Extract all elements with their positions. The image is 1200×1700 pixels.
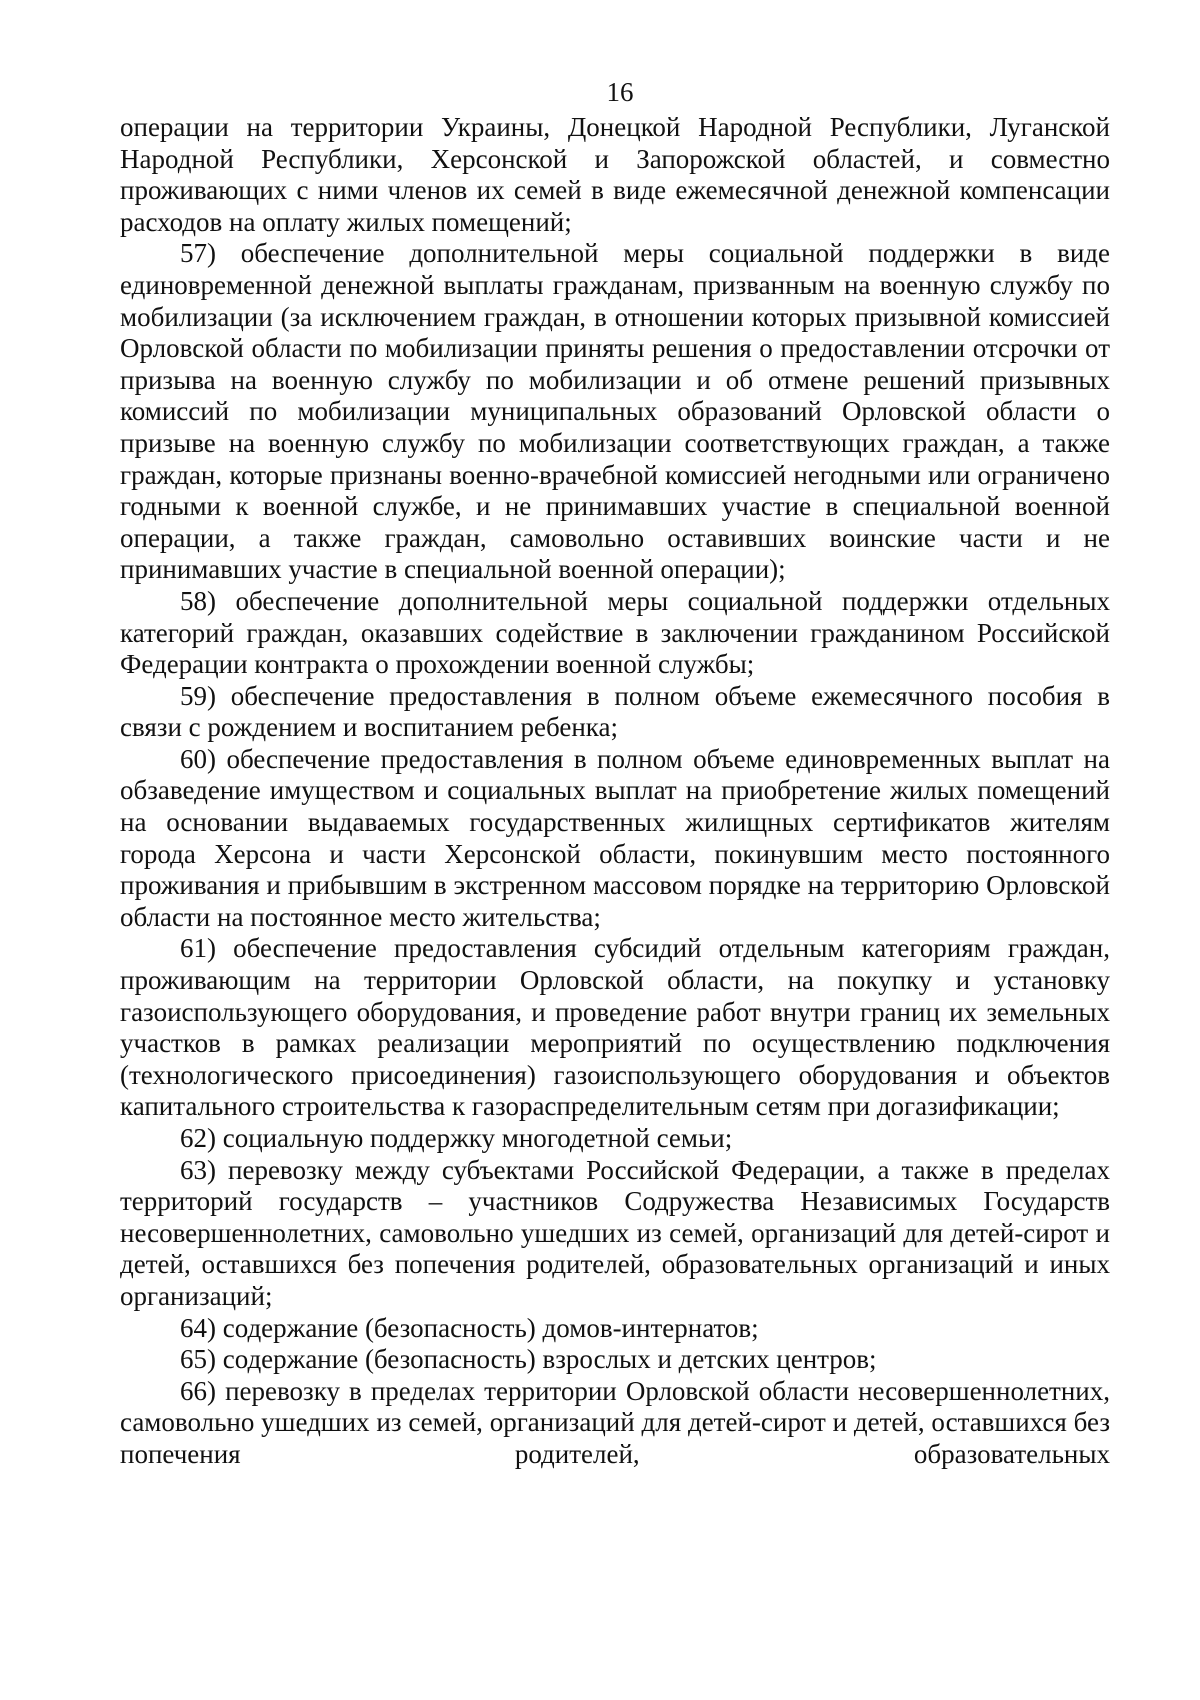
paragraph-item-62: 62) социальную поддержку многодетной семьи; — [180, 1123, 733, 1153]
paragraph-item-65: 65) содержание (безопасность) взрослых и детских центров; — [180, 1344, 877, 1375]
paragraph-item-66: 66) перевозку в пределах территории Орловской области несовершеннолетних, самовольно ушедших из семей, организаций для детей-сирот и детей, оставшихся без попечения родителей, образовательных — [120, 1375, 1110, 1469]
paragraph-item-64: 64) содержание (безопасность) домов-интернатов; — [180, 1312, 759, 1343]
paragraph-item-58: 58) обеспечение дополнительной меры социальной поддержки отдельных категорий граждан, оказавших содействие в заключении гражданином Российской Федерации контракта о прохождении военной службы; — [120, 585, 1110, 680]
page-number: 16 — [606, 77, 634, 107]
paragraph-item-59: 59) обеспечение предоставления в полном объеме ежемесячного пособия в связи с рождением и воспитанием ребенка; — [120, 680, 1110, 743]
document-body — [120, 112, 1110, 1471]
paragraph-item-61: 61) обеспечение предоставления субсидий отдельным категориям граждан, проживающим на территории Орловской области, на покупку и установку газоиспользующего оборудования, и проведение работ внутри границ их земельных участков в рамках реализации мероприятий по осуществлению подключения (технологического присоединения) газоиспользующего оборудования и объектов капитального строительства к газораспределительным сетям при догазификации; — [120, 933, 1110, 1122]
paragraph-item-60: 60) обеспечение предоставления в полном объеме единовременных выплат на обзаведение имуществом и социальных выплат на приобретение жилых помещений на основании выдаваемых государственных жилищных сертификатов жителям города Херсона и части Херсонской области, покинувшим место постоянного проживания и прибывшим в экстренном массовом порядке на территорию Орловской области на постоянное место жительства; — [120, 743, 1110, 932]
paragraph-item-63: 63) перевозку между субъектами Российской Федерации, а также в пределах территорий государств – участников Содружества Независимых Государств несовершеннолетних, самовольно ушедших из семей, организаций для детей-сирот и детей, оставшихся без попечения родителей, образовательных организаций и иных организаций; — [120, 1154, 1110, 1311]
paragraph-continuation: операции на территории Украины, Донецкой Народной Республики, Луганской Народной Республики, Херсонской и Запорожской областей, и совместно проживающих с ними членов их семей в виде ежемесячной денежной компенсации расходов на оплату жилых помещений; — [120, 112, 1110, 237]
paragraph-item-57: 57) обеспечение дополнительной меры социальной поддержки в виде единовременной денежной выплаты гражданам, призванным на военную службу по мобилизации (за исключением граждан, в отношении которых призывной комиссией Орловской области по мобилизации приняты решения о предоставлении отсрочки от призыва на военную службу по мобилизации и об отмене решений призывных комиссий по мобилизации муниципальных образований Орловской области о призыве на военную службу по мобилизации соответствующих граждан, а также граждан, которые признаны военно-врачебной комиссией негодными или ограничено годными к военной службе, и не принимавших участие в специальной военной операции, а также граждан, самовольно оставивших воинские части и не принимавших участие в специальной военной операции); — [120, 238, 1110, 585]
